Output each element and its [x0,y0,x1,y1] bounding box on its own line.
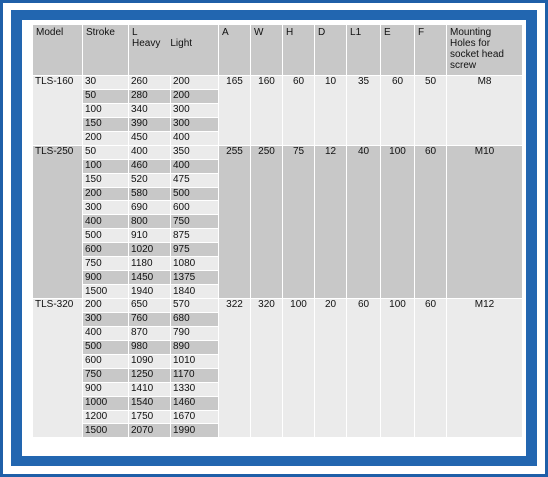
header-stroke: Stroke [83,25,129,76]
heavy-cell: 870 [129,327,171,341]
stroke-cell: 50 [83,146,129,160]
model-cell: TLS-250 [33,146,83,299]
f-cell: 60 [415,146,447,299]
stroke-cell: 1500 [83,424,129,438]
header-light: Light [170,38,193,49]
stroke-cell: 600 [83,355,129,369]
light-cell: 400 [171,160,219,174]
table-body [33,76,523,438]
heavy-cell: 260 [129,76,171,90]
a-cell: 322 [219,299,251,438]
header-mounting: Mounting Holes for socket head screw [447,25,523,76]
heavy-cell: 690 [129,201,171,215]
light-cell: 475 [171,174,219,188]
heavy-cell: 520 [129,174,171,188]
light-cell: 600 [171,201,219,215]
header-l1: L1 [347,25,381,76]
stroke-cell: 1500 [83,285,129,299]
table-row [33,146,523,160]
light-cell: 1670 [171,411,219,425]
heavy-cell: 400 [129,146,171,160]
light-cell: 1460 [171,397,219,411]
light-cell: 875 [171,229,219,243]
spec-table [33,25,523,438]
heavy-cell: 1540 [129,397,171,411]
heavy-cell: 450 [129,132,171,146]
stroke-cell: 900 [83,383,129,397]
header-d: D [315,25,347,76]
w-cell: 250 [251,146,283,299]
heavy-cell: 1450 [129,271,171,285]
heavy-cell: 1750 [129,411,171,425]
model-cell: TLS-320 [33,299,83,438]
heavy-cell: 460 [129,160,171,174]
h-cell: 75 [283,146,315,299]
light-cell: 1375 [171,271,219,285]
stroke-cell: 150 [83,174,129,188]
heavy-cell: 1410 [129,383,171,397]
light-cell: 200 [171,90,219,104]
light-cell: 680 [171,313,219,327]
mounting-cell: M12 [447,299,523,438]
header-f: F [415,25,447,76]
header-l [129,25,219,76]
heavy-cell: 340 [129,104,171,118]
stroke-cell: 750 [83,369,129,383]
light-cell: 300 [171,104,219,118]
a-cell: 165 [219,76,251,146]
mounting-cell: M10 [447,146,523,299]
light-cell: 500 [171,188,219,202]
header-model: Model [33,25,83,76]
h-cell: 60 [283,76,315,146]
heavy-cell: 760 [129,313,171,327]
stroke-cell: 400 [83,327,129,341]
w-cell: 320 [251,299,283,438]
light-cell: 750 [171,215,219,229]
light-cell: 890 [171,341,219,355]
l1-cell: 60 [347,299,381,438]
header-w: W [251,25,283,76]
stroke-cell: 30 [83,76,129,90]
model-cell: TLS-160 [33,76,83,146]
stroke-cell: 300 [83,201,129,215]
f-cell: 60 [415,299,447,438]
table-row [33,299,523,313]
heavy-cell: 1020 [129,243,171,257]
light-cell: 1080 [171,257,219,271]
h-cell: 100 [283,299,315,438]
d-cell: 20 [315,299,347,438]
light-cell: 200 [171,76,219,90]
stroke-cell: 200 [83,132,129,146]
stroke-cell: 900 [83,271,129,285]
w-cell: 160 [251,76,283,146]
stroke-cell: 750 [83,257,129,271]
d-cell: 12 [315,146,347,299]
d-cell: 10 [315,76,347,146]
header-h: H [283,25,315,76]
heavy-cell: 1180 [129,257,171,271]
light-cell: 975 [171,243,219,257]
heavy-cell: 800 [129,215,171,229]
light-cell: 400 [171,132,219,146]
stroke-cell: 200 [83,299,129,313]
light-cell: 300 [171,118,219,132]
light-cell: 790 [171,327,219,341]
light-cell: 1990 [171,424,219,438]
e-cell: 60 [381,76,415,146]
stroke-cell: 200 [83,188,129,202]
heavy-cell: 390 [129,118,171,132]
table-row [33,76,523,90]
stroke-cell: 400 [83,215,129,229]
l1-cell: 35 [347,76,381,146]
light-cell: 1010 [171,355,219,369]
stroke-cell: 100 [83,104,129,118]
heavy-cell: 980 [129,341,171,355]
stroke-cell: 1200 [83,411,129,425]
stroke-cell: 500 [83,341,129,355]
e-cell: 100 [381,299,415,438]
heavy-cell: 580 [129,188,171,202]
stroke-cell: 1000 [83,397,129,411]
header-e: E [381,25,415,76]
light-cell: 1330 [171,383,219,397]
heavy-cell: 2070 [129,424,171,438]
light-cell: 350 [171,146,219,160]
light-cell: 570 [171,299,219,313]
heavy-cell: 1090 [129,355,171,369]
stroke-cell: 600 [83,243,129,257]
header-l-label: L [132,27,138,38]
f-cell: 50 [415,76,447,146]
stroke-cell: 50 [83,90,129,104]
a-cell: 255 [219,146,251,299]
header-heavy: Heavy [132,38,161,49]
heavy-cell: 280 [129,90,171,104]
header-a: A [219,25,251,76]
header-row [33,25,523,76]
heavy-cell: 910 [129,229,171,243]
e-cell: 100 [381,146,415,299]
stroke-cell: 150 [83,118,129,132]
light-cell: 1840 [171,285,219,299]
l1-cell: 40 [347,146,381,299]
stroke-cell: 500 [83,229,129,243]
light-cell: 1170 [171,369,219,383]
mounting-cell: M8 [447,76,523,146]
stroke-cell: 100 [83,160,129,174]
stroke-cell: 300 [83,313,129,327]
heavy-cell: 650 [129,299,171,313]
heavy-cell: 1250 [129,369,171,383]
heavy-cell: 1940 [129,285,171,299]
